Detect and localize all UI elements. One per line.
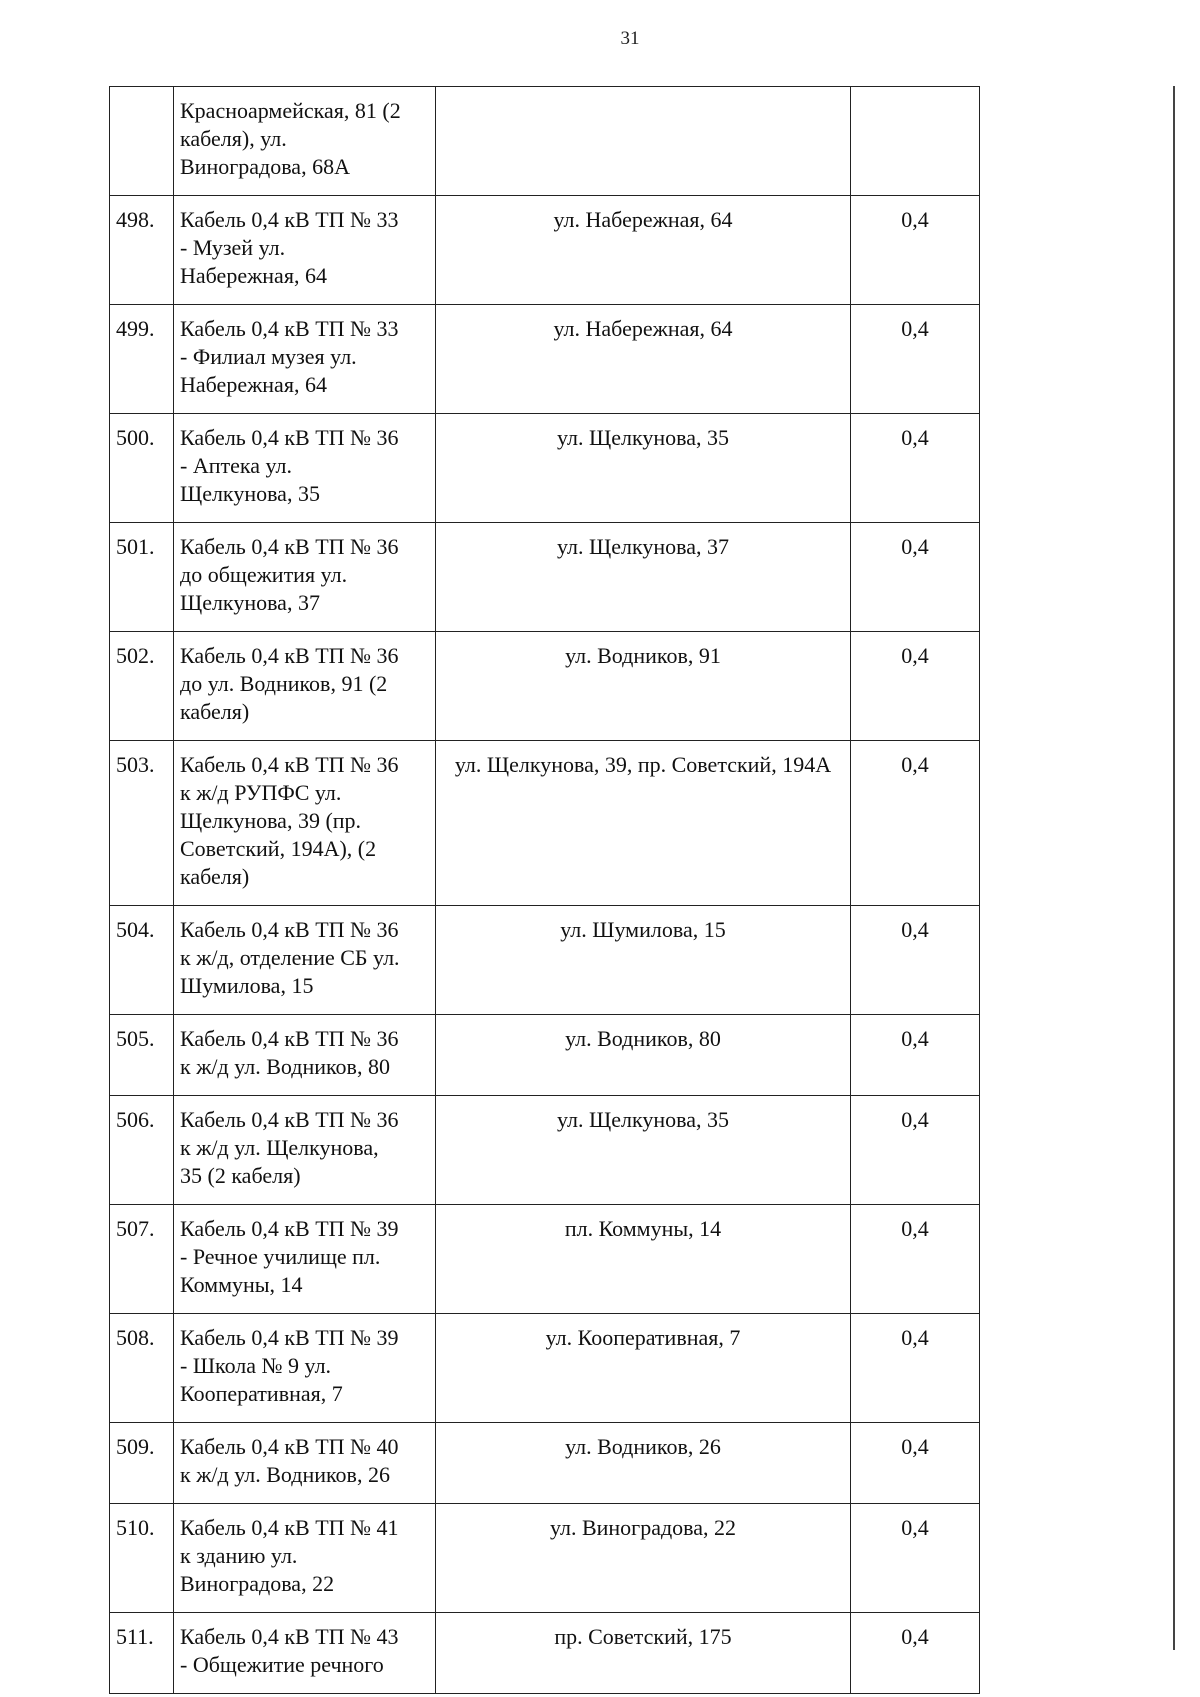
cable-name-line: к ж/д ул. Водников, 80 [180,1054,390,1079]
voltage-cell: 0,4 [851,1314,980,1423]
row-number-cell: 502. [110,632,174,741]
cable-name-line: - Школа № 9 ул. [180,1353,332,1378]
row-number-cell: 508. [110,1314,174,1423]
cable-name-line: - Речное училище пл. [180,1244,381,1269]
row-number-cell: 510. [110,1504,174,1613]
cable-name-line: Щелкунова, 39 (пр. [180,808,362,833]
cable-name-line: Щелкунова, 37 [180,590,320,615]
table-row [110,906,980,1015]
voltage-cell: 0,4 [851,906,980,1015]
cable-name-line: кабеля) [180,699,250,724]
address-cell [436,87,851,196]
cable-name-cell [174,1504,436,1613]
cable-name-line: до ул. Водников, 91 (2 [180,671,388,696]
address-cell: ул. Шумилова, 15 [436,906,851,1015]
cable-name-line: - Музей ул. [180,235,286,260]
cable-name-cell [174,1423,436,1504]
cable-name-line: Кабель 0,4 кВ ТП № 36 [180,1107,399,1132]
address-cell: пр. Советский, 175 [436,1613,851,1694]
page-number: 31 [620,28,640,49]
voltage-cell: 0,4 [851,1096,980,1205]
table-row [110,1314,980,1423]
voltage-cell: 0,4 [851,1613,980,1694]
address-cell: ул. Виноградова, 22 [436,1504,851,1613]
cable-name-cell [174,523,436,632]
cable-name-cell [174,906,436,1015]
row-number-cell: 503. [110,741,174,906]
cable-name-line: к зданию ул. [180,1543,298,1568]
cable-name-line: - Филиал музея ул. [180,344,357,369]
row-number-cell: 506. [110,1096,174,1205]
cable-name-line: Кабель 0,4 кВ ТП № 43 [180,1624,399,1649]
cable-name-line: Кабель 0,4 кВ ТП № 36 [180,643,399,668]
cable-name-cell [174,1096,436,1205]
cable-name-line: кабеля), ул. [180,126,287,151]
row-number-cell: 511. [110,1613,174,1694]
address-cell: ул. Водников, 91 [436,632,851,741]
cable-name-line: к ж/д РУПФС ул. [180,780,342,805]
cable-name-line: Кабель 0,4 кВ ТП № 41 [180,1515,399,1540]
address-cell: ул. Щелкунова, 35 [436,1096,851,1205]
cable-name-line: Шумилова, 15 [180,973,314,998]
cable-name-line: Кабель 0,4 кВ ТП № 36 [180,1026,399,1051]
cable-name-line: к ж/д, отделение СБ ул. [180,945,400,970]
table-row [110,1504,980,1613]
row-number-cell: 505. [110,1015,174,1096]
voltage-cell: 0,4 [851,632,980,741]
table-row [110,1613,980,1694]
voltage-cell: 0,4 [851,523,980,632]
cable-name-line: Кабель 0,4 кВ ТП № 39 [180,1325,399,1350]
cable-name-line: Советский, 194А), (2 [180,836,377,861]
row-number-cell: 499. [110,305,174,414]
cable-name-cell [174,741,436,906]
cable-name-line: Виноградова, 68А [180,154,350,179]
voltage-cell: 0,4 [851,1504,980,1613]
address-cell: ул. Водников, 80 [436,1015,851,1096]
address-cell: ул. Кооперативная, 7 [436,1314,851,1423]
cable-name-line: Кооперативная, 7 [180,1381,343,1406]
table-row [110,523,980,632]
cable-name-cell [174,414,436,523]
table-row [110,305,980,414]
table-row [110,1015,980,1096]
row-number-cell: 509. [110,1423,174,1504]
cable-name-line: Виноградова, 22 [180,1571,335,1596]
cable-name-line: Красноармейская, 81 (2 [180,98,401,123]
voltage-cell: 0,4 [851,1015,980,1096]
right-margin-rule [1173,86,1175,1650]
cable-name-line: - Аптека ул. [180,453,292,478]
cable-name-line: 35 (2 кабеля) [180,1163,301,1188]
cable-name-cell [174,87,436,196]
row-number-cell: 500. [110,414,174,523]
row-number-cell: 504. [110,906,174,1015]
voltage-cell [851,87,980,196]
cable-name-cell [174,196,436,305]
cable-name-line: Кабель 0,4 кВ ТП № 33 [180,316,399,341]
voltage-cell: 0,4 [851,414,980,523]
row-number-cell [110,87,174,196]
table-row [110,741,980,906]
table-row [110,414,980,523]
cable-name-cell [174,305,436,414]
table-row [110,1096,980,1205]
cable-name-line: Кабель 0,4 кВ ТП № 39 [180,1216,399,1241]
cable-table [109,86,980,1694]
cable-name-line: Щелкунова, 35 [180,481,320,506]
table-row [110,196,980,305]
cable-name-cell [174,1205,436,1314]
cable-name-line: Набережная, 64 [180,263,327,288]
voltage-cell: 0,4 [851,1205,980,1314]
cable-name-line: кабеля) [180,864,250,889]
voltage-cell: 0,4 [851,741,980,906]
cable-name-line: Кабель 0,4 кВ ТП № 40 [180,1434,399,1459]
table-row [110,632,980,741]
cable-name-line: Кабель 0,4 кВ ТП № 36 [180,425,399,450]
cable-name-line: Кабель 0,4 кВ ТП № 36 [180,752,399,777]
cable-name-line: Кабель 0,4 кВ ТП № 33 [180,207,399,232]
address-cell: ул. Щелкунова, 39, пр. Советский, 194А [436,741,851,906]
voltage-cell: 0,4 [851,1423,980,1504]
cable-name-line: к ж/д ул. Щелкунова, [180,1135,379,1160]
table-row [110,1205,980,1314]
voltage-cell: 0,4 [851,196,980,305]
cable-name-line: - Общежитие речного [180,1652,384,1677]
address-cell: пл. Коммуны, 14 [436,1205,851,1314]
address-cell: ул. Щелкунова, 35 [436,414,851,523]
cable-name-line: до общежития ул. [180,562,348,587]
table-row [110,1423,980,1504]
address-cell: ул. Щелкунова, 37 [436,523,851,632]
address-cell: ул. Набережная, 64 [436,196,851,305]
cable-name-line: к ж/д ул. Водников, 26 [180,1462,390,1487]
address-cell: ул. Водников, 26 [436,1423,851,1504]
table-row [110,87,980,196]
cable-name-line: Коммуны, 14 [180,1272,303,1297]
cable-name-cell [174,1613,436,1694]
cable-name-line: Набережная, 64 [180,372,327,397]
cable-name-line: Кабель 0,4 кВ ТП № 36 [180,917,399,942]
address-cell: ул. Набережная, 64 [436,305,851,414]
voltage-cell: 0,4 [851,305,980,414]
cable-name-cell [174,1015,436,1096]
row-number-cell: 507. [110,1205,174,1314]
cable-name-cell [174,632,436,741]
row-number-cell: 498. [110,196,174,305]
cable-name-line: Кабель 0,4 кВ ТП № 36 [180,534,399,559]
table-body [110,87,980,1694]
row-number-cell: 501. [110,523,174,632]
cable-name-cell [174,1314,436,1423]
